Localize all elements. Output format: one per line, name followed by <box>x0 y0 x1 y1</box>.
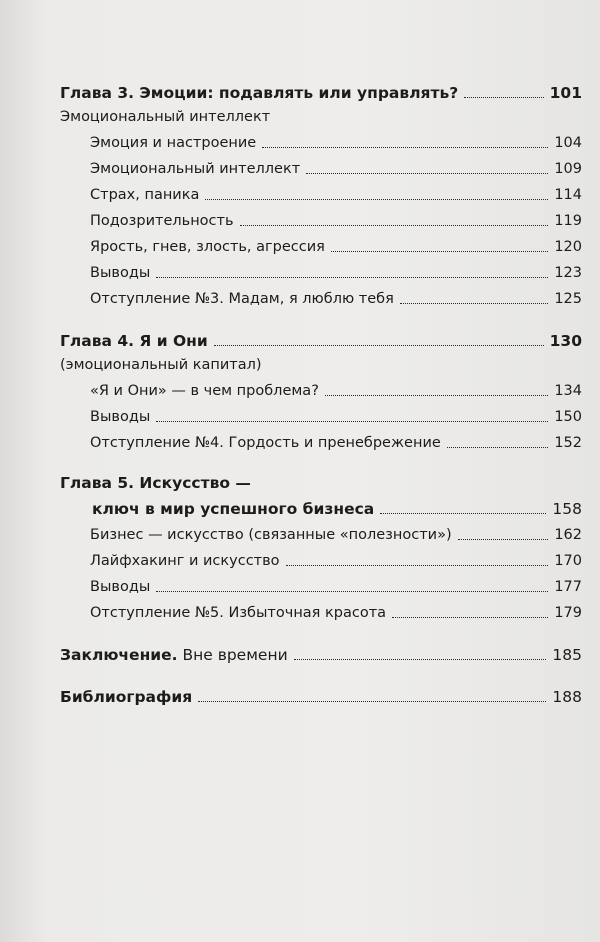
page-number: 123 <box>554 265 582 281</box>
toc-item[interactable] <box>60 230 582 256</box>
toc-item[interactable] <box>60 152 582 178</box>
leader-dots <box>331 250 548 252</box>
leader-dots <box>294 658 547 660</box>
toc-item[interactable] <box>60 178 582 204</box>
toc-item[interactable] <box>60 544 582 570</box>
toc-item[interactable] <box>60 374 582 400</box>
leader-dots <box>156 276 548 278</box>
page-number: 114 <box>554 187 582 203</box>
page-number: 170 <box>554 553 582 569</box>
page-number: 152 <box>554 435 582 451</box>
leader-dots <box>214 344 544 346</box>
chapter-subtitle <box>60 350 582 374</box>
page-number: 130 <box>549 332 582 350</box>
toc-bibliography[interactable] <box>60 676 582 706</box>
leader-dots <box>205 198 548 200</box>
item-label: Бизнес — искусство (связанные «полезности») <box>90 527 452 543</box>
chapter-title-cont: ключ в мир успешного бизнеса <box>92 500 375 518</box>
leader-dots <box>400 302 548 304</box>
bibliography-title: Библиография <box>60 688 193 706</box>
conclusion-title: Заключение. <box>60 646 178 664</box>
conclusion-label <box>60 646 288 664</box>
toc-item[interactable] <box>60 282 582 308</box>
page-number: 177 <box>554 579 582 595</box>
page-number: 104 <box>554 135 582 151</box>
page-number: 119 <box>554 213 582 229</box>
page-number: 185 <box>552 646 582 664</box>
item-label: Выводы <box>90 409 151 425</box>
leader-dots <box>286 564 549 566</box>
item-label: Эмоциональный интеллект <box>90 161 301 177</box>
toc-item[interactable] <box>60 256 582 282</box>
item-label: Подозрительность <box>90 213 234 229</box>
spacer <box>60 622 582 634</box>
toc-chapter-4[interactable] <box>60 320 582 350</box>
item-label: Отступление №4. Гордость и пренебрежение <box>90 435 441 451</box>
leader-dots <box>156 590 548 592</box>
page-number: 101 <box>549 84 582 102</box>
toc-item[interactable] <box>60 400 582 426</box>
spacer <box>60 452 582 464</box>
leader-dots <box>156 420 548 422</box>
page-number: 125 <box>554 291 582 307</box>
item-label: Выводы <box>90 579 151 595</box>
conclusion-subtitle: Вне времени <box>177 646 288 664</box>
toc-item[interactable] <box>60 518 582 544</box>
page-number: 134 <box>554 383 582 399</box>
table-of-contents <box>60 72 582 706</box>
toc-chapter-5[interactable] <box>60 464 582 518</box>
page-number: 188 <box>552 688 582 706</box>
item-label: Лайфхакинг и искусство <box>90 553 280 569</box>
leader-dots <box>447 446 549 448</box>
subtitle-text: Эмоциональный интеллект <box>60 109 271 125</box>
item-label: Отступление №5. Избыточная красота <box>90 605 387 621</box>
spacer <box>60 308 582 320</box>
leader-dots <box>458 538 549 540</box>
leader-dots <box>392 616 548 618</box>
item-label: Страх, паника <box>90 187 200 203</box>
leader-dots <box>198 700 546 702</box>
chapter-title-line-2 <box>60 492 582 518</box>
toc-item[interactable] <box>60 570 582 596</box>
page-number: 120 <box>554 239 582 255</box>
toc-item[interactable] <box>60 126 582 152</box>
spacer <box>60 664 582 676</box>
chapter-title: Глава 3. Эмоции: подавлять или управлять? <box>60 84 459 102</box>
chapter-title: Глава 4. Я и Они <box>60 332 208 350</box>
page-number: 158 <box>552 500 582 518</box>
subtitle-text: (эмоциональный капитал) <box>60 357 262 373</box>
chapter-title-line-1 <box>60 464 582 492</box>
leader-dots <box>464 96 543 98</box>
item-label: Выводы <box>90 265 151 281</box>
leader-dots <box>306 172 548 174</box>
chapter-subtitle <box>60 102 582 126</box>
chapter-title: Глава 5. Искусство — <box>60 474 251 492</box>
item-label: Отступление №3. Мадам, я люблю тебя <box>90 291 394 307</box>
leader-dots <box>240 224 549 226</box>
leader-dots <box>325 394 548 396</box>
page-number: 150 <box>554 409 582 425</box>
page-number: 179 <box>554 605 582 621</box>
leader-dots <box>262 146 548 148</box>
page-number: 162 <box>554 527 582 543</box>
toc-item[interactable] <box>60 596 582 622</box>
toc-conclusion[interactable] <box>60 634 582 664</box>
toc-item[interactable] <box>60 204 582 230</box>
item-label: «Я и Они» — в чем проблема? <box>90 383 319 399</box>
toc-chapter-3[interactable] <box>60 72 582 102</box>
leader-dots <box>380 512 546 514</box>
item-label: Ярость, гнев, злость, агрессия <box>90 239 325 255</box>
toc-item[interactable] <box>60 426 582 452</box>
item-label: Эмоция и настроение <box>90 135 257 151</box>
page-number: 109 <box>554 161 582 177</box>
